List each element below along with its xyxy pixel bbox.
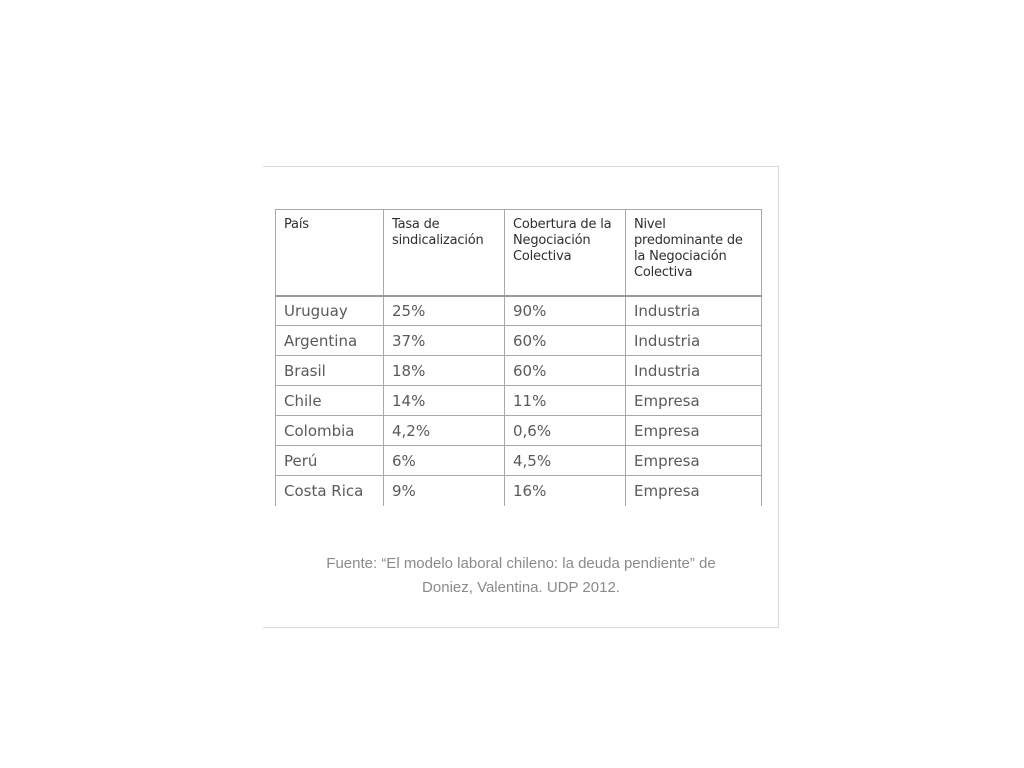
header-tasa-sindicalizacion: Tasa de sindicalización bbox=[384, 210, 505, 296]
source-caption bbox=[263, 552, 779, 600]
cell-country: Perú bbox=[276, 446, 384, 476]
cell-unionization-rate: 9% bbox=[384, 476, 505, 506]
cell-unionization-rate: 14% bbox=[384, 386, 505, 416]
cell-coverage: 11% bbox=[505, 386, 626, 416]
cell-level: Industria bbox=[626, 326, 762, 356]
cell-coverage: 16% bbox=[505, 476, 626, 506]
table-row bbox=[276, 416, 762, 446]
cell-coverage: 60% bbox=[505, 356, 626, 386]
cell-level: Industria bbox=[626, 356, 762, 386]
table-row bbox=[276, 476, 762, 506]
header-cobertura: Cobertura de la Negociación Colectiva bbox=[505, 210, 626, 296]
cell-country: Costa Rica bbox=[276, 476, 384, 506]
cell-level: Empresa bbox=[626, 386, 762, 416]
cell-country: Argentina bbox=[276, 326, 384, 356]
cell-unionization-rate: 18% bbox=[384, 356, 505, 386]
cell-coverage: 90% bbox=[505, 296, 626, 326]
header-pais: País bbox=[276, 210, 384, 296]
cell-level: Empresa bbox=[626, 446, 762, 476]
caption-line-1: Fuente: “El modelo laboral chileno: la deuda pendiente” de bbox=[326, 555, 716, 572]
cell-coverage: 4,5% bbox=[505, 446, 626, 476]
cell-coverage: 60% bbox=[505, 326, 626, 356]
cell-country: Chile bbox=[276, 386, 384, 416]
header-nivel-predominante: Nivel predominante de la Negociación Colectiva bbox=[626, 210, 762, 296]
table-row bbox=[276, 356, 762, 386]
cell-level: Empresa bbox=[626, 416, 762, 446]
cell-coverage: 0,6% bbox=[505, 416, 626, 446]
table-row bbox=[276, 296, 762, 326]
cell-level: Empresa bbox=[626, 476, 762, 506]
cell-level: Industria bbox=[626, 296, 762, 326]
cell-unionization-rate: 25% bbox=[384, 296, 505, 326]
cell-unionization-rate: 6% bbox=[384, 446, 505, 476]
cell-unionization-rate: 37% bbox=[384, 326, 505, 356]
cell-country: Brasil bbox=[276, 356, 384, 386]
cell-country: Colombia bbox=[276, 416, 384, 446]
caption-line-2: Doniez, Valentina. UDP 2012. bbox=[422, 579, 620, 596]
unionization-table bbox=[275, 209, 762, 506]
cell-country: Uruguay bbox=[276, 296, 384, 326]
cell-unionization-rate: 4,2% bbox=[384, 416, 505, 446]
table-row bbox=[276, 386, 762, 416]
table-row bbox=[276, 326, 762, 356]
table-header-row bbox=[276, 210, 762, 296]
figure-container bbox=[263, 166, 779, 628]
table-row bbox=[276, 446, 762, 476]
